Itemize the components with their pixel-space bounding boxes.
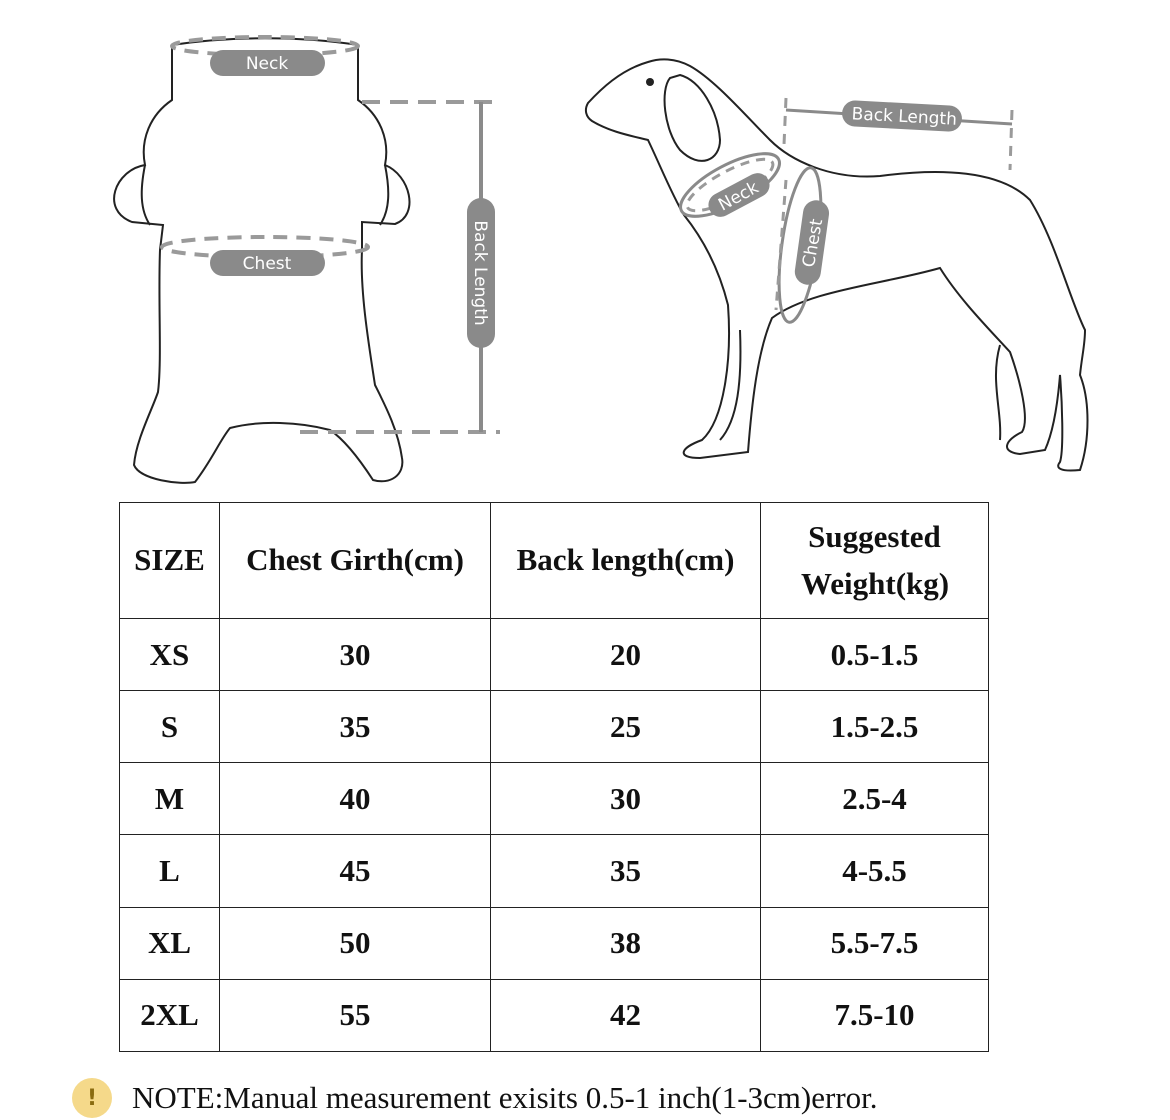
table-row <box>120 835 989 907</box>
measurement-illustration <box>0 0 1170 500</box>
cell-back-length: 25 <box>491 691 761 763</box>
cell-chest-girth: 55 <box>220 979 491 1051</box>
cell-size: XS <box>120 619 220 691</box>
front-back-length-label: Back Length <box>470 220 490 326</box>
cell-size: M <box>120 763 220 835</box>
header-size: SIZE <box>120 503 220 619</box>
cell-back-length: 30 <box>491 763 761 835</box>
cell-weight: 2.5-4 <box>761 763 989 835</box>
side-back-length-label: Back Length <box>851 104 958 130</box>
header-suggested-weight: Suggested Weight(kg) <box>761 503 989 619</box>
side-neck-label: Neck <box>715 177 763 216</box>
cell-chest-girth: 30 <box>220 619 491 691</box>
side-back-length-guide-right <box>1010 110 1012 170</box>
measurement-note <box>72 1076 1162 1120</box>
cell-size: XL <box>120 907 220 979</box>
cell-chest-girth: 45 <box>220 835 491 907</box>
cell-size: S <box>120 691 220 763</box>
note-text: NOTE:Manual measurement exisits 0.5-1 inch(1-3cm)error. <box>132 1080 878 1115</box>
table-row <box>120 979 989 1051</box>
dog-side-view <box>586 59 1088 470</box>
cell-back-length: 38 <box>491 907 761 979</box>
cell-weight: 0.5-1.5 <box>761 619 989 691</box>
cell-chest-girth: 50 <box>220 907 491 979</box>
cell-chest-girth: 35 <box>220 691 491 763</box>
table-row <box>120 907 989 979</box>
cell-size: 2XL <box>120 979 220 1051</box>
dog-eye <box>646 78 654 86</box>
dog-hind-leg-inner <box>996 345 1000 440</box>
table-row <box>120 763 989 835</box>
table-row <box>120 691 989 763</box>
cell-weight: 5.5-7.5 <box>761 907 989 979</box>
front-chest-label: Chest <box>242 254 292 274</box>
cell-chest-girth: 40 <box>220 763 491 835</box>
table-row <box>120 619 989 691</box>
header-back-length: Back length(cm) <box>491 503 761 619</box>
size-chart-table <box>119 502 989 1052</box>
side-chest-label: Chest <box>799 217 828 269</box>
table-header-row <box>120 503 989 619</box>
cell-weight: 4-5.5 <box>761 835 989 907</box>
front-neck-label: Neck <box>245 54 289 74</box>
cell-size: L <box>120 835 220 907</box>
exclamation-icon: ! <box>72 1078 112 1118</box>
dog-outline <box>586 59 1088 470</box>
cell-back-length: 35 <box>491 835 761 907</box>
garment-front-view <box>114 37 500 483</box>
cell-weight: 1.5-2.5 <box>761 691 989 763</box>
header-chest-girth: Chest Girth(cm) <box>220 503 491 619</box>
cell-back-length: 20 <box>491 619 761 691</box>
cell-back-length: 42 <box>491 979 761 1051</box>
side-back-length-guide-left <box>784 98 786 145</box>
cell-weight: 7.5-10 <box>761 979 989 1051</box>
